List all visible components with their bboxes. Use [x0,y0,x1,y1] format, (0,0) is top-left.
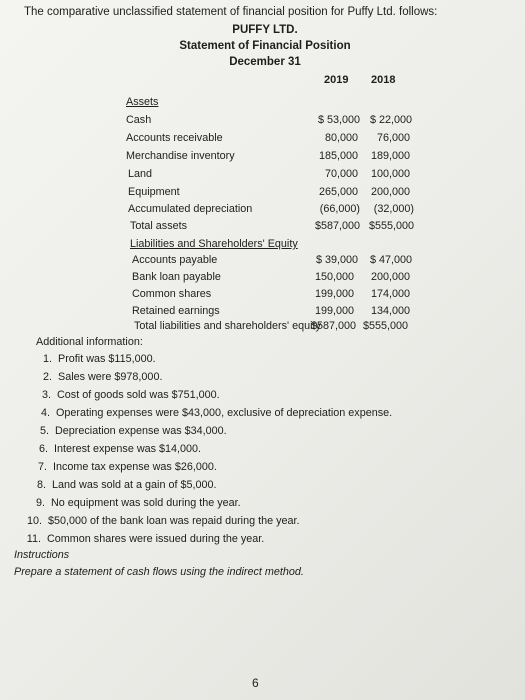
asset-label: Accounts receivable [126,132,223,144]
assets-heading: Assets [126,96,159,108]
liability-label: Common shares [132,288,212,300]
note-item: 11. Common shares were issued during the year. [26,533,265,545]
note-item: 4. Operating expenses were $43,000, exclusive of depreciation expense. [40,407,393,419]
additional-info-heading: Additional information: [36,336,143,348]
liability-2018: 200,000 [370,271,410,283]
asset-label: Land [128,168,153,180]
asset-2019: 80,000 [324,132,358,144]
asset-2018: 189,000 [370,150,410,162]
note-item: 2. Sales were $978,000. [42,371,163,383]
asset-2018: 76,000 [376,132,410,144]
asset-2018: 100,000 [370,168,410,180]
total-assets-2019: $587,000 [314,220,360,232]
total-assets-label: Total assets [130,220,188,232]
instructions-heading: Instructions [14,549,70,561]
note-item: 3. Cost of goods sold was $751,000. [41,389,220,401]
note-item: 10. $50,000 of the bank loan was repaid during the year. [26,515,300,527]
liabilities-heading: Liabilities and Shareholders' Equity [130,238,298,250]
liability-label: Bank loan payable [132,271,221,283]
liability-2019: 199,000 [314,305,354,317]
asset-label: Cash [126,114,152,126]
liability-2019: 150,000 [314,271,354,283]
asset-2019: 185,000 [318,150,358,162]
liability-label: Accounts payable [132,254,218,266]
note-item: 1. Profit was $115,000. [42,353,156,365]
note-item: 9. No equipment was sold during the year. [35,497,241,509]
asset-label: Accumulated depreciation [128,203,253,215]
statement-date: December 31 [229,56,301,68]
note-item: 5. Depreciation expense was $34,000. [39,425,227,437]
total-liabilities-label: Total liabilities and shareholders' equity [134,320,321,332]
asset-2018: (32,000) [373,203,414,215]
liability-2018: 134,000 [370,305,410,317]
instructions-text: Prepare a statement of cash flows using the indirect method. [14,566,304,578]
note-item: 6. Interest expense was $14,000. [38,443,202,455]
statement-title: Statement of Financial Position [179,40,351,52]
asset-2019: 70,000 [324,168,358,180]
asset-2019: $ 53,000 [317,114,360,126]
liability-label: Retained earnings [132,305,220,317]
year-2019-header: 2019 [324,74,349,86]
note-item: 8. Land was sold at a gain of $5,000. [36,479,217,491]
company-name: PUFFY LTD. [232,24,298,36]
note-item: 7. Income tax expense was $26,000. [37,461,217,473]
asset-label: Equipment [128,186,180,198]
page-number: 6 [252,676,259,690]
intro-text: The comparative unclassified statement of financial position for Puffy Ltd. follows: [24,6,438,18]
year-2018-header: 2018 [371,74,396,86]
liability-2019: $ 39,000 [315,254,358,266]
total-liabilities-2019: $587,000 [310,320,356,332]
liability-2018: 174,000 [370,288,410,300]
asset-2019: 265,000 [318,186,358,198]
liability-2019: 199,000 [314,288,354,300]
liability-2018: $ 47,000 [369,254,412,266]
total-assets-2018: $555,000 [368,220,414,232]
asset-2019: (66,000) [319,203,360,215]
asset-label: Merchandise inventory [126,150,235,162]
asset-2018: 200,000 [370,186,410,198]
total-liabilities-2018: $555,000 [362,320,408,332]
asset-2018: $ 22,000 [369,114,412,126]
